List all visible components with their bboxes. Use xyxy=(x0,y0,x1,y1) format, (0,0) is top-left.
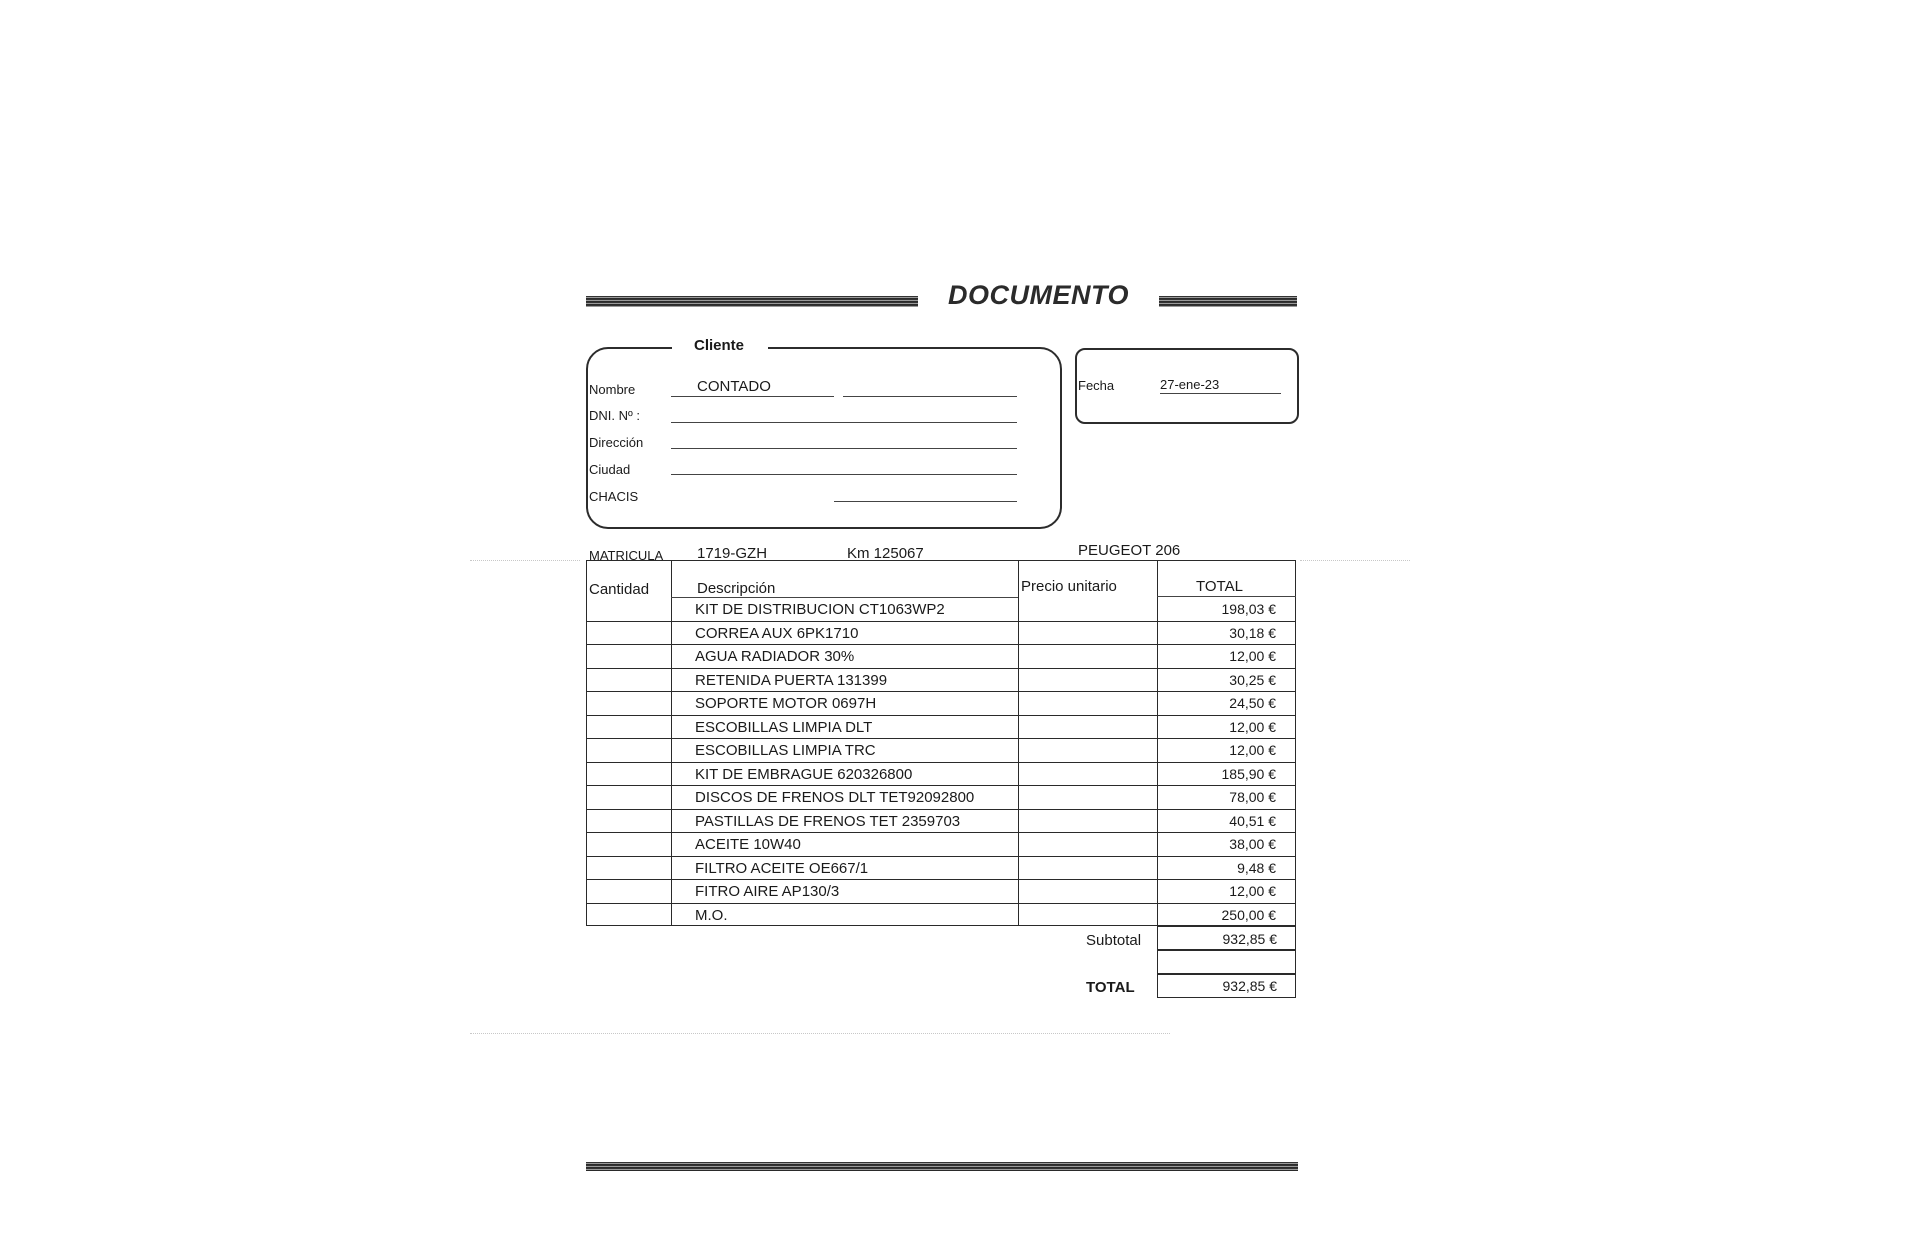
scan-dots-bottom xyxy=(470,1033,1170,1034)
total-value: 932,85 € xyxy=(1222,978,1277,994)
row-total: 30,25 € xyxy=(1229,671,1276,688)
row-total: 24,50 € xyxy=(1229,695,1276,711)
header-precio: Precio unitario xyxy=(1021,578,1117,595)
row-description: SOPORTE MOTOR 0697H xyxy=(695,695,877,712)
row-description: ACEITE 10W40 xyxy=(695,836,801,853)
row-total: 185,90 € xyxy=(1221,765,1276,782)
row-total: 198,03 € xyxy=(1221,601,1276,617)
table-row xyxy=(586,622,1296,646)
nombre-label: Nombre xyxy=(589,382,636,397)
row-description: ESCOBILLAS LIMPIA DLT xyxy=(695,718,873,736)
nombre-value: CONTADO xyxy=(697,378,771,395)
table-row xyxy=(586,763,1296,787)
date-value: 27-ene-23 xyxy=(1160,377,1220,392)
date-underline xyxy=(1160,393,1281,394)
dni-underline xyxy=(671,422,1017,423)
spacer-box xyxy=(1157,950,1296,974)
row-total: 12,00 € xyxy=(1229,883,1276,899)
table-row xyxy=(586,786,1296,810)
row-description: KIT DE EMBRAGUE 620326800 xyxy=(695,765,913,783)
scan-dots-right xyxy=(1300,560,1410,561)
matricula-value: 1719-GZH xyxy=(697,545,768,562)
nombre-underline-2 xyxy=(843,396,1017,397)
row-total: 78,00 € xyxy=(1229,789,1276,805)
table-row xyxy=(586,833,1296,857)
table-row xyxy=(586,857,1296,881)
row-description: CORREA AUX 6PK1710 xyxy=(695,624,859,642)
document-title: DOCUMENTO xyxy=(947,280,1129,310)
subtotal-value: 932,85 € xyxy=(1222,931,1277,947)
row-description: FITRO AIRE AP130/3 xyxy=(695,883,840,900)
total-label: TOTAL xyxy=(1086,979,1135,996)
dni-label: DNI. Nº : xyxy=(589,408,640,423)
chacis-label: CHACIS xyxy=(589,489,639,504)
table-row xyxy=(586,880,1296,904)
row-total: 38,00 € xyxy=(1229,836,1276,852)
km-value: Km 125067 xyxy=(847,545,924,562)
header-descripcion: Descripción xyxy=(697,580,776,597)
row-description: FILTRO ACEITE OE667/1 xyxy=(695,859,869,877)
direccion-label: Dirección xyxy=(589,435,644,450)
matricula-label: MATRICULA xyxy=(589,548,664,563)
table-row xyxy=(586,904,1296,928)
table-row xyxy=(586,810,1296,834)
header-total: TOTAL xyxy=(1196,578,1243,595)
row-total: 12,00 € xyxy=(1229,718,1276,735)
client-legend: Cliente xyxy=(672,337,768,354)
table-row xyxy=(586,669,1296,693)
scan-dots-left xyxy=(470,560,580,561)
direccion-underline xyxy=(671,448,1017,449)
row-description: PASTILLAS DE FRENOS TET 2359703 xyxy=(695,812,961,830)
row-description: DISCOS DE FRENOS DLT TET92092800 xyxy=(695,789,975,806)
row-description: RETENIDA PUERTA 131399 xyxy=(695,671,888,689)
row-description: ESCOBILLAS LIMPIA TRC xyxy=(695,742,876,759)
row-total: 40,51 € xyxy=(1229,812,1276,829)
table-row xyxy=(586,716,1296,740)
header-underline-total xyxy=(1157,596,1296,597)
row-description: KIT DE DISTRIBUCION CT1063WP2 xyxy=(695,601,945,618)
table-row xyxy=(586,739,1296,763)
subtotal-label: Subtotal xyxy=(1086,932,1142,949)
nombre-underline-1 xyxy=(671,396,834,397)
vehicle-model: PEUGEOT 206 xyxy=(1078,542,1181,559)
row-total: 250,00 € xyxy=(1221,906,1276,923)
date-label: Fecha xyxy=(1078,378,1115,393)
table-row xyxy=(586,692,1296,716)
bottom-rule xyxy=(586,1162,1298,1171)
row-description: AGUA RADIADOR 30% xyxy=(695,648,855,665)
row-total: 12,00 € xyxy=(1229,742,1276,758)
title-rule-right xyxy=(1159,296,1297,307)
ciudad-label: Ciudad xyxy=(589,462,631,477)
row-total: 30,18 € xyxy=(1229,624,1276,641)
row-total: 9,48 € xyxy=(1237,859,1276,876)
table-row xyxy=(586,645,1296,669)
row-total: 12,00 € xyxy=(1229,648,1276,664)
row-description: M.O. xyxy=(695,906,728,924)
chacis-underline xyxy=(834,501,1017,502)
ciudad-underline xyxy=(671,474,1017,475)
header-cantidad: Cantidad xyxy=(589,581,650,598)
title-rule-left xyxy=(586,296,918,307)
table-row xyxy=(586,598,1296,622)
